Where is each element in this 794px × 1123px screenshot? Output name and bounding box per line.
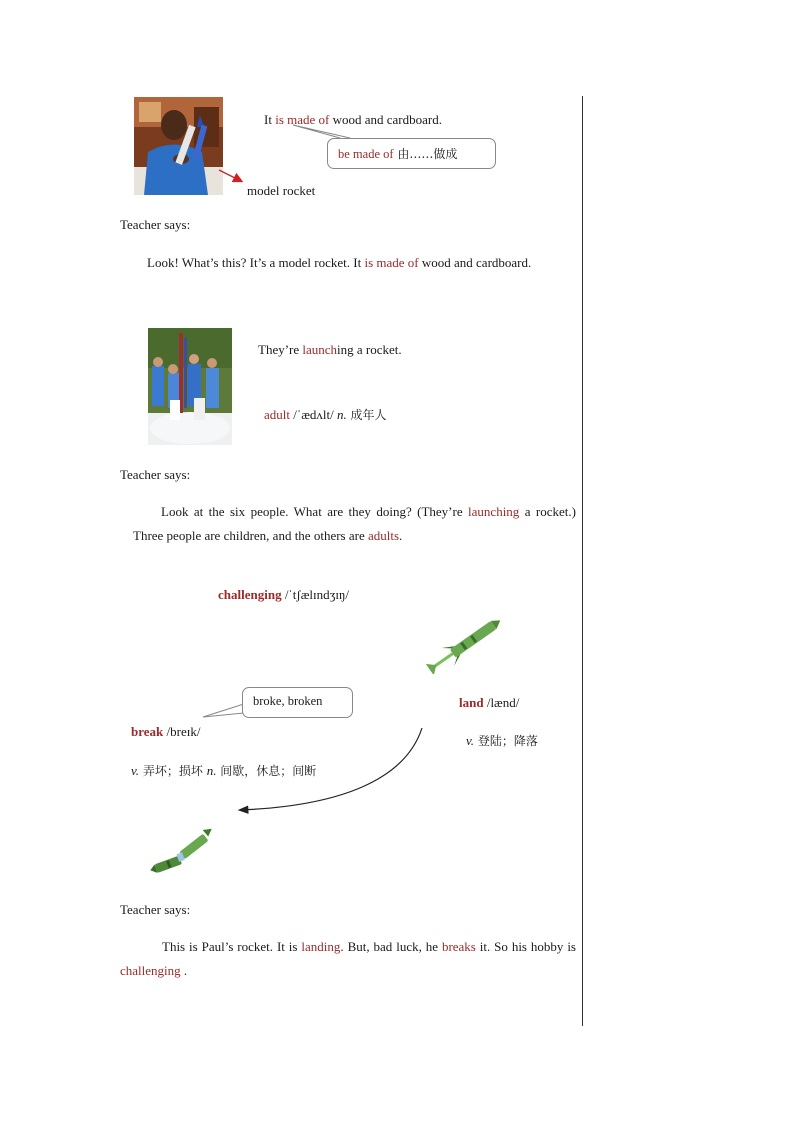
sentence-text: ing a rocket.: [337, 342, 402, 357]
para-text: wood and cardboard.: [418, 255, 532, 270]
teacher-says-label: Teacher says:: [120, 217, 191, 232]
para-text: a rocket.) Three people are children, and the others are: [133, 504, 576, 543]
vocab-word: adult: [264, 407, 290, 422]
sentence-text: They’re: [258, 342, 303, 357]
bubble-meaning: 由……做成: [393, 147, 458, 161]
para-text: . But, bad luck, he: [340, 939, 442, 954]
break-vocab: [131, 724, 200, 740]
bubble-highlight: be made of: [338, 147, 394, 161]
broken-rocket-icon: [146, 828, 220, 876]
rocket-falling-icon: [422, 616, 508, 674]
para-highlight: challenging: [120, 963, 181, 978]
bubble-text: broke, broken: [253, 694, 323, 708]
vocab-meaning: 成年人: [346, 408, 387, 422]
para-highlight: adults: [367, 528, 400, 543]
challenging-vocab: [218, 587, 349, 603]
vocab-pos: v.: [466, 733, 475, 748]
adult-vocab: [264, 406, 387, 423]
vocab-word: land: [459, 695, 484, 710]
model-rocket-caption: model rocket: [247, 183, 316, 198]
vocab-word: break: [131, 724, 164, 739]
vocab-meaning: 登陆；降落: [474, 734, 538, 748]
vocab-pos: n.: [206, 763, 217, 778]
sentence-text: wood and cardboard.: [329, 112, 442, 127]
para-highlight: landing: [301, 939, 341, 954]
vocab-pos: v.: [131, 763, 140, 778]
teacher-says-label: Teacher says:: [120, 467, 191, 482]
land-meaning: [466, 732, 538, 749]
vocab-phonetic: /lænd/: [483, 695, 520, 710]
cropped-text-remnant: [232, 623, 392, 627]
vocab-word: challenging: [218, 587, 282, 602]
land-vocab: [459, 695, 519, 711]
para-text: .: [180, 963, 188, 978]
sentence-highlight: launch: [302, 342, 338, 357]
para-text: Look! What’s this? It’s a model rocket. It: [147, 255, 365, 270]
teacher-paragraph-2: [133, 500, 576, 548]
teacher-paragraph-3: [120, 935, 576, 983]
vocab-meaning: 弄坏；损坏: [139, 764, 207, 778]
teacher-says-label: Teacher says:: [120, 902, 191, 917]
vocab-phonetic: /breɪk/: [163, 724, 201, 739]
para-text: .: [399, 528, 403, 543]
vocab-phonetic: /ˈtʃælɪndʒɪŋ/: [281, 587, 350, 602]
sentence-text: It: [264, 112, 276, 127]
para-highlight: breaks: [441, 939, 476, 954]
vocab-meaning: 间歇，休息；间断: [216, 764, 317, 778]
teacher-paragraph-1: [147, 255, 531, 271]
vocab-phonetic: /ˈædʌlt/: [290, 407, 337, 422]
para-text: Look at the six people. What are they doing? (They’re: [161, 504, 469, 519]
para-text: it. So his hobby is: [475, 939, 576, 954]
made-of-sentence: [264, 112, 442, 128]
para-highlight: launching: [468, 504, 520, 519]
para-text: This is Paul’s rocket. It is: [162, 939, 302, 954]
sentence-highlight: is made of: [275, 112, 330, 127]
rocket-launch-photo: [148, 328, 232, 445]
made-of-bubble: [327, 138, 496, 169]
break-forms-bubble: [242, 687, 353, 718]
launching-sentence: [258, 342, 402, 358]
para-highlight: is made of: [364, 255, 419, 270]
vocab-pos: n.: [336, 407, 347, 422]
break-meaning: [131, 762, 316, 779]
